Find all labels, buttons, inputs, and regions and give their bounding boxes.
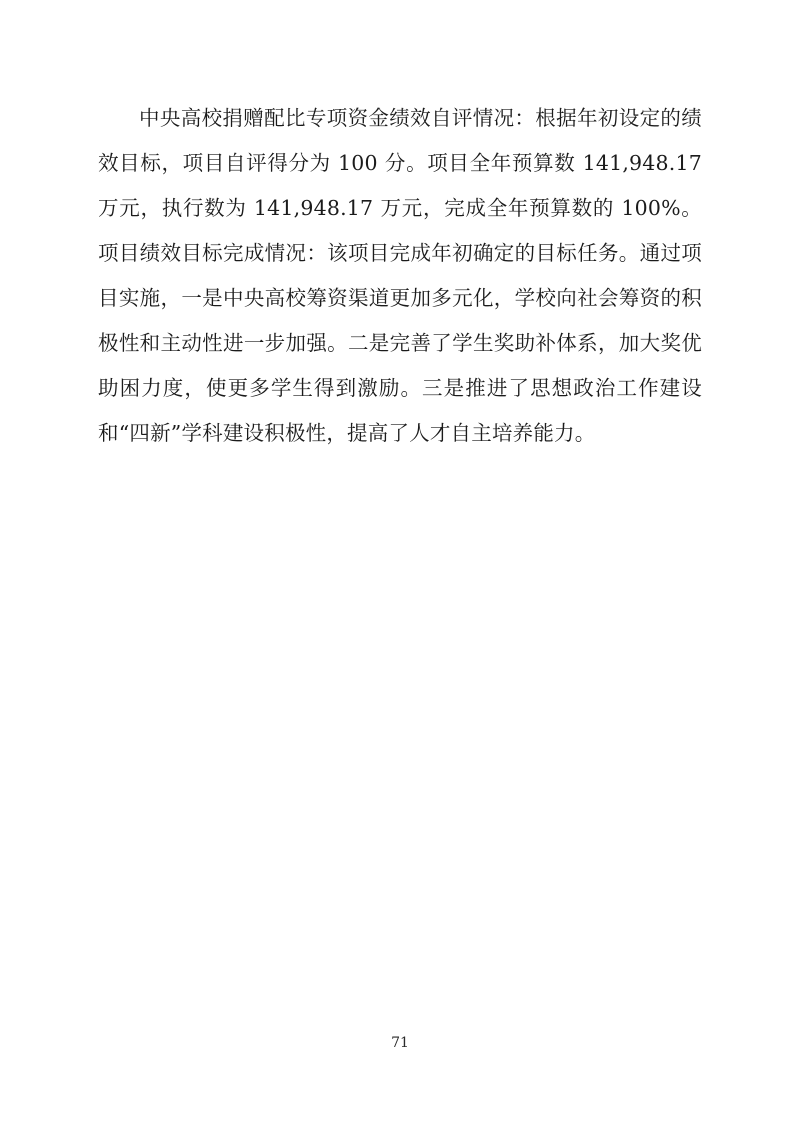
page-content [98, 96, 702, 456]
page-number: 71 [391, 1035, 409, 1051]
body-paragraph: 中央高校捐赠配比专项资金绩效自评情况：根据年初设定的绩效目标，项目自评得分为 100 分。项目全年预算数 141,948.17 万元，执行数为 141,948.17 万元，完成全年预算数的 100%。项目绩效目标完成情况：该项目完成年初确定的目标任务。通过项目实施，一是中央高校筹资渠道更加多元化，学校向社会筹资的积极性和主动性进一步加强。二是完善了学生奖助补体系，加大奖优助困力度，使更多学生得到激励。三是推进了思想政治工作建设和“四新”学科建设积极性，提高了人才自主培养能力。 [98, 106, 702, 445]
